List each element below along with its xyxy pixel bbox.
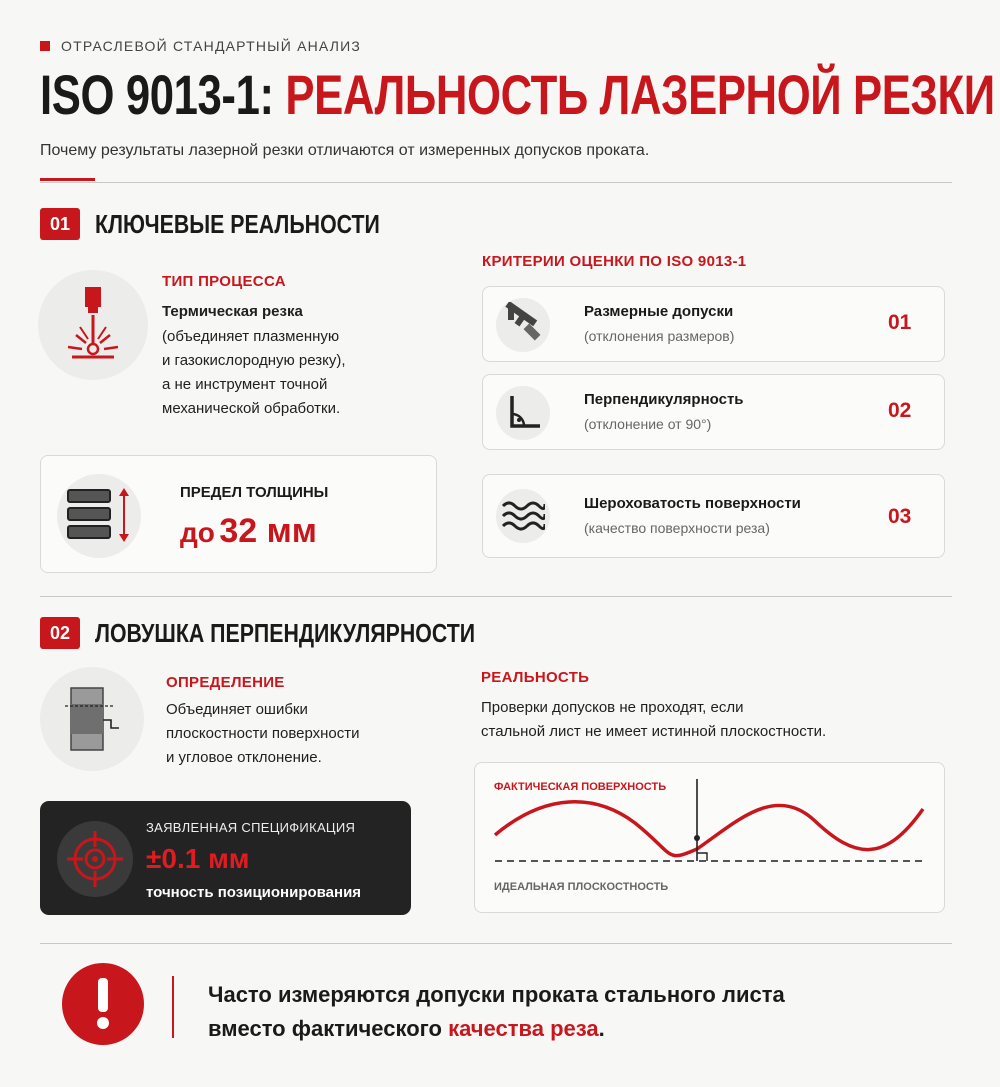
- callout-highlight: качества реза: [448, 1016, 599, 1041]
- plate-angle-icon: [40, 667, 144, 771]
- criteria-number: 02: [888, 399, 912, 422]
- flatness-diagram: [474, 762, 945, 913]
- criteria-title: Размерные допуски: [584, 303, 734, 320]
- page-title: [40, 62, 995, 127]
- header-divider: [40, 182, 952, 183]
- section-number: 01: [40, 208, 80, 240]
- callout-prefix: вместо фактического: [208, 1016, 442, 1041]
- callout-line-2: [208, 1012, 785, 1046]
- callout-text: [208, 978, 785, 1046]
- ideal-flatness-label: ИДЕАЛЬНАЯ ПЛОСКОСТНОСТЬ: [494, 881, 669, 893]
- reality-line: стальной лист не имеет истинной плоскостности.: [481, 723, 827, 740]
- criteria-item: [482, 374, 945, 450]
- section-divider: [40, 943, 952, 944]
- laser-cut-icon: [38, 270, 148, 380]
- spec-caption: точность позиционирования: [146, 884, 362, 901]
- kicker: ОТРАСЛЕВОЙ СТАНДАРТНЫЙ АНАЛИЗ: [61, 38, 362, 54]
- criteria-number: 03: [888, 505, 912, 528]
- reality-text: [481, 696, 951, 744]
- process-heading: Термическая резка: [162, 303, 303, 320]
- reality-line: Проверки допусков не проходят, если: [481, 699, 744, 716]
- right-angle-marker: [697, 853, 707, 861]
- right-angle-icon: [496, 386, 550, 440]
- process-line: (объединяет плазменную: [162, 328, 340, 345]
- definition-text: [166, 698, 446, 770]
- criteria-number: 01: [888, 311, 912, 334]
- actual-surface-curve: [495, 802, 923, 856]
- thickness-prefix: до: [180, 517, 215, 548]
- warning-icon: [62, 963, 144, 1045]
- criteria-item: [482, 474, 945, 558]
- section-title: КЛЮЧЕВЫЕ РЕАЛЬНОСТИ: [95, 209, 380, 239]
- definition-line: Объединяет ошибки: [166, 701, 308, 718]
- process-description: [162, 325, 442, 421]
- criteria-subtitle: (качество поверхности реза): [584, 520, 770, 536]
- callout-suffix: .: [598, 1016, 605, 1041]
- process-line: и газокислородную резку),: [162, 352, 346, 369]
- waves-icon: [496, 489, 550, 543]
- process-line: механической обработки.: [162, 400, 341, 417]
- thickness-label: ПРЕДЕЛ ТОЛЩИНЫ: [180, 484, 329, 501]
- definition-line: плоскостности поверхности: [166, 725, 360, 742]
- criteria-label: КРИТЕРИИ ОЦЕНКИ ПО ISO 9013-1: [482, 253, 747, 270]
- reality-label: РЕАЛЬНОСТЬ: [481, 669, 590, 686]
- title-standard: ISO 9013-1:: [40, 63, 274, 126]
- contact-point: [694, 835, 700, 841]
- spec-value: ±0.1 мм: [146, 843, 250, 874]
- header-accent-bar: [40, 178, 95, 181]
- section-divider: [40, 596, 952, 597]
- crosshair-icon: [57, 821, 133, 897]
- process-line: а не инструмент точной: [162, 376, 328, 393]
- kicker-marker: [40, 41, 50, 51]
- spec-label: ЗАЯВЛЕННАЯ СПЕЦИФИКАЦИЯ: [146, 820, 356, 835]
- criteria-item: [482, 286, 945, 362]
- caliper-icon: [496, 298, 550, 352]
- thickness-value-row: [180, 512, 317, 551]
- spec-card: [40, 801, 411, 915]
- definition-line: и угловое отклонение.: [166, 749, 322, 766]
- criteria-title: Шероховатость поверхности: [584, 495, 801, 512]
- thickness-value: 32 мм: [219, 512, 317, 550]
- actual-surface-label: ФАКТИЧЕСКАЯ ПОВЕРХНОСТЬ: [494, 781, 667, 793]
- process-label: ТИП ПРОЦЕССА: [162, 273, 286, 290]
- criteria-title: Перпендикулярность: [584, 391, 744, 408]
- section-title: ЛОВУШКА ПЕРПЕНДИКУЛЯРНОСТИ: [95, 618, 476, 648]
- callout-divider: [172, 976, 174, 1038]
- criteria-subtitle: (отклонение от 90°): [584, 416, 712, 432]
- section-number: 02: [40, 617, 80, 649]
- page-subtitle: Почему результаты лазерной резки отличаются от измеренных допусков проката.: [40, 142, 650, 159]
- criteria-subtitle: (отклонения размеров): [584, 328, 735, 344]
- callout-line-1: Часто измеряются допуски проката стального листа: [208, 982, 785, 1007]
- definition-label: ОПРЕДЕЛЕНИЕ: [166, 674, 285, 691]
- steel-plates-icon: [57, 474, 141, 558]
- title-highlight: РЕАЛЬНОСТЬ ЛАЗЕРНОЙ РЕЗКИ: [285, 63, 995, 126]
- thickness-card: [40, 455, 437, 573]
